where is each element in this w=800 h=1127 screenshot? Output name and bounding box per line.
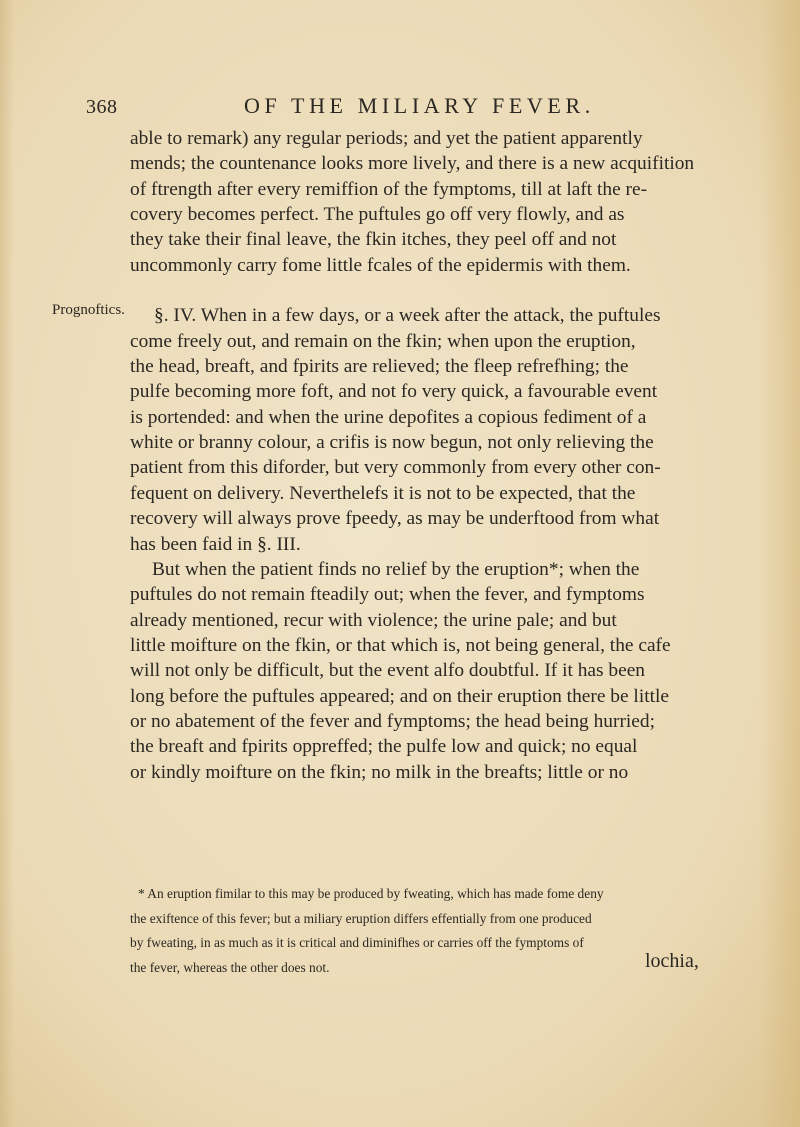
text-line: has been faid in §. III. <box>130 533 301 555</box>
footnote-line: the fever, whereas the other does not. <box>130 959 330 975</box>
text-line: of ftrength after every remiffion of the fymptoms, till at laft the re- <box>130 178 648 200</box>
text-line: or kindly moifture on the fkin; no milk in the breafts; little or no <box>130 761 629 783</box>
text-line: they take their final leave, the fkin itches, they peel off and not <box>130 229 617 251</box>
body-text <box>130 126 710 785</box>
page-number: 368 <box>86 96 118 118</box>
text-line: covery becomes perfect. The puftules go off very flowly, and as <box>130 204 625 226</box>
text-line: the head, breaft, and fpirits are relieved; the fleep refrefhing; the <box>130 356 629 378</box>
text-line: §. IV. When in a few days, or a week after the attack, the puftules <box>154 305 661 327</box>
text-line: puftules do not remain fteadily out; when the fever, and fymptoms <box>130 584 645 606</box>
text-line: is portended: and when the urine depofites a copious fediment of a <box>130 406 647 428</box>
text-line: But when the patient finds no relief by the eruption*; when the <box>152 558 640 580</box>
text-line: long before the puftules appeared; and on their eruption there be little <box>130 685 669 707</box>
text-line: patient from this diforder, but very commonly from every other con- <box>130 457 661 479</box>
footnote <box>130 882 710 980</box>
text-line: mends; the countenance looks more lively, and there is a new acquifition <box>130 153 695 175</box>
catchword: lochia, <box>645 950 699 972</box>
footnote-line: by fweating, in as much as it is critical and diminifhes or carries off the fymptoms of <box>130 935 584 950</box>
footnote-line: the exiftence of this fever; but a miliary eruption differs effentially from one produced <box>130 910 592 926</box>
text-line: come freely out, and remain on the fkin; when upon the eruption, <box>130 330 636 352</box>
text-line: or no abatement of the fever and fymptoms; the head being hurried; <box>130 710 655 732</box>
footnote-line: * An eruption fimilar to this may be produced by fweating, which has made fome deny <box>138 886 604 901</box>
text-line: recovery will always prove fpeedy, as may be underftood from what <box>130 508 660 530</box>
page-edge-shadow-left <box>0 0 14 1127</box>
text-line: able to remark) any regular periods; and yet the patient apparently <box>130 128 643 149</box>
text-line: the breaft and fpirits oppreffed; the pulfe low and quick; no equal <box>130 736 638 758</box>
text-line: white or branny colour, a crifis is now begun, not only relieving the <box>130 432 654 454</box>
text-line: little moifture on the fkin, or that which is, not being general, the cafe <box>130 634 671 656</box>
margin-note: Prognoftics. <box>52 302 125 318</box>
text-line: pulfe becoming more foft, and not fo very quick, a favourable event <box>130 381 658 403</box>
text-line: will not only be difficult, but the event alfo doubtful. If it has been <box>130 660 645 682</box>
running-head: OF THE MILIARY FEVER. <box>244 93 595 118</box>
text-line: already mentioned, recur with violence; the urine pale; and but <box>130 609 617 631</box>
page-edge-shadow-right <box>760 0 800 1127</box>
text-line: fequent on delivery. Neverthelefs it is not to be expected, that the <box>130 482 636 504</box>
text-line: uncommonly carry fome little fcales of the epidermis with them. <box>130 254 631 276</box>
text-line-spacer <box>130 278 710 303</box>
